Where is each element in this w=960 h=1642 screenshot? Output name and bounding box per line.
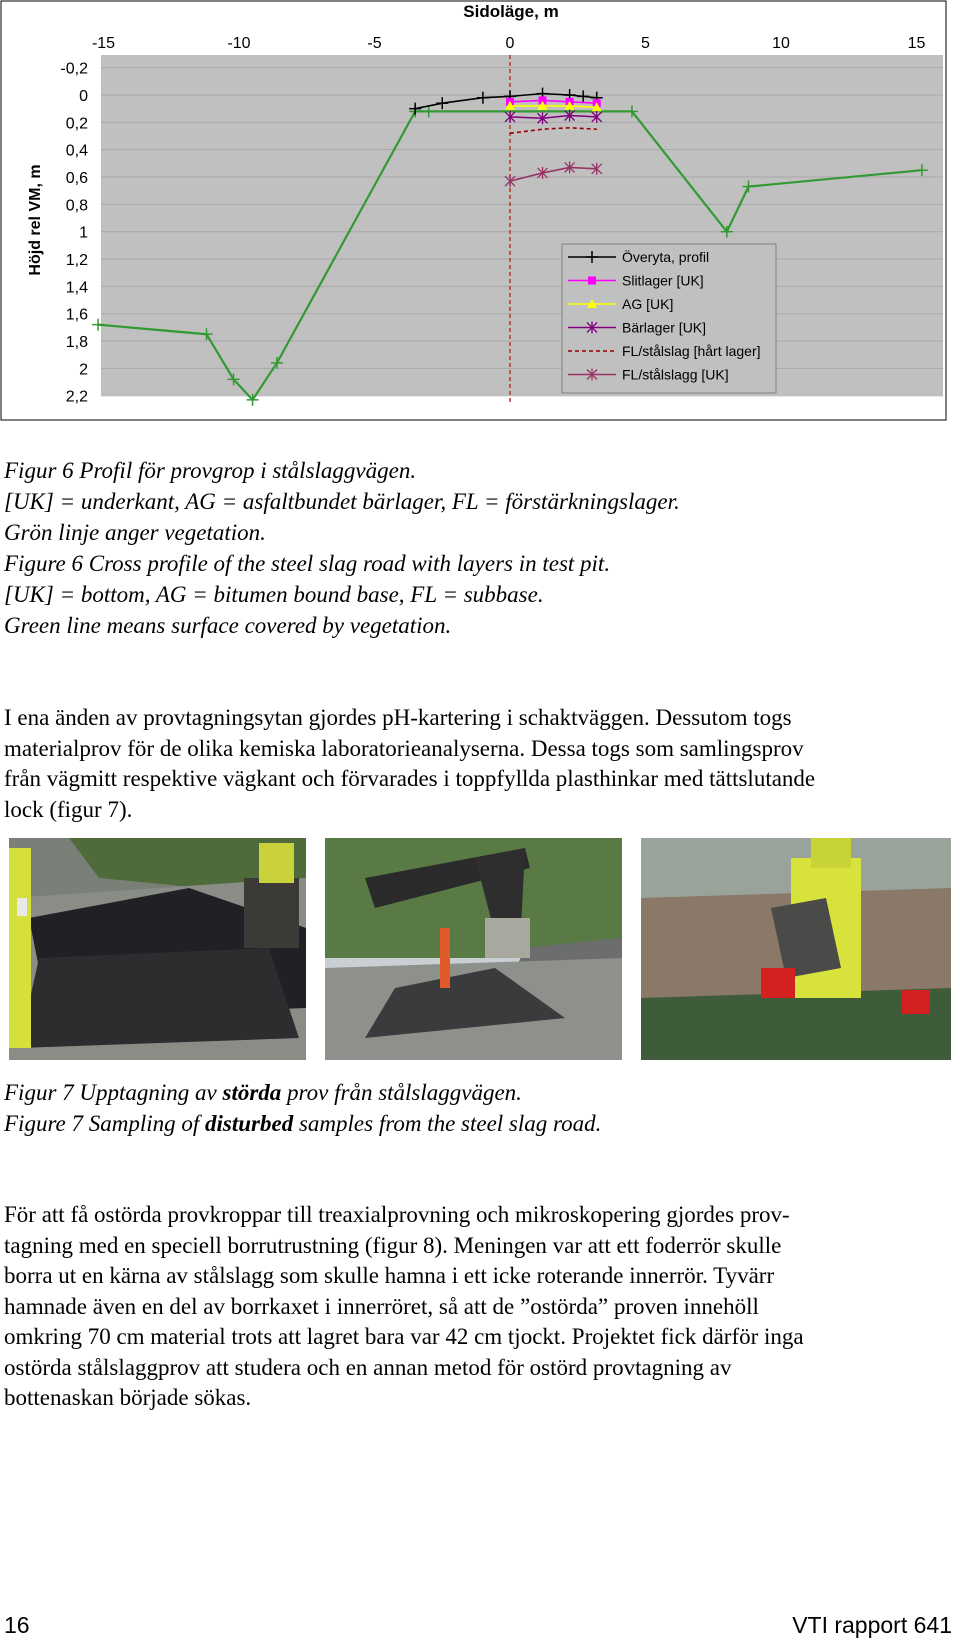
para2-line-3: borra ut en kärna av stålslagg som skulle hamna i ett icke roterande innerrör. Tyvärr [4,1263,775,1288]
chart-title: Sidoläge, m [463,2,559,21]
caption7-en-bold: disturbed [205,1111,294,1136]
figure-7-caption [4,1077,954,1139]
photo-excavator [325,838,622,1060]
y-tick-label: 0,8 [65,197,88,215]
page-number: 16 [4,1612,30,1638]
y-tick-label: 1,6 [65,306,88,324]
figure-6-caption [4,455,954,641]
caption7-en-suffix: samples from the steel slag road. [293,1111,602,1136]
caption6-line-1: Figur 6 Profil för provgrop i stålslaggvägen. [4,458,417,483]
x-tick-label: 0 [505,35,515,52]
x-tick-label: 5 [641,35,650,52]
y-tick-label: 0,2 [65,115,88,133]
y-tick-label: 2,2 [65,388,88,406]
para2-line-1: För att få ostörda provkroppar till treaxialprovning och mikroskopering gjordes prov- [4,1202,790,1227]
y-tick-label: 1 [79,224,88,242]
para2-line-6: ostörda stålslaggprov att studera och en annan metod för ostörd provtagning av [4,1354,732,1380]
caption7-sv-bold: störda [222,1080,282,1105]
legend-label: FL/stålslag [hårt lager] [622,343,761,359]
legend-label: Slitlager [UK] [622,272,704,289]
x-tick-label: -15 [91,35,116,52]
y-tick-label: 0,4 [65,142,88,160]
y-tick-label: 1,8 [65,334,88,352]
x-tick-label: -10 [227,35,251,52]
paragraph-undisturbed-sampling [4,1200,954,1414]
para1-line-4: lock (figur 7). [4,796,133,822]
photo-bucket-sampling [641,838,951,1060]
legend-label: AG [UK] [622,296,674,312]
y-tick-label: 0 [79,88,88,105]
report-name: VTI rapport 641 [792,1612,952,1638]
para2-line-5: omkring 70 cm material trots att lagret bara var 42 cm tjockt. Projektet fick därför inga [4,1324,804,1349]
para2-line-7: bottenaskan började sökas. [4,1385,252,1410]
caption7-swedish [4,1077,954,1108]
y-tick-label: 1,2 [65,252,88,270]
caption6-line-5: [UK] = bottom, AG = bitumen bound base, FL = subbase. [4,582,544,607]
legend-label: Bärlager [UK] [622,319,707,336]
caption6-line-2: [UK] = underkant, AG = asfaltbundet bärlager, FL = förstärkningslager. [4,489,680,514]
legend-item [568,367,729,383]
para1-line-1: I ena änden av provtagningsytan gjordes pH-kartering i schaktväggen. Dessutom togs [4,705,792,730]
photo-excavated-trench [9,838,306,1060]
legend-label: FL/stålslagg [UK] [622,366,729,383]
para2-line-2: tagning med en speciell borrutrustning (figur 8). Meningen var att ett foderrör skulle [4,1232,782,1258]
caption7-en-prefix: Figure 7 Sampling of [4,1111,206,1136]
y-axis-label: Höjd rel VM, m [27,164,44,276]
para1-line-3: från vägmitt respektive vägkant och förvarades i toppfyllda plasthinkar med tättslutande [4,766,816,791]
cross-profile-chart [0,0,960,425]
legend [562,244,776,393]
paragraph-sampling [4,703,954,825]
x-tick-label: 10 [772,35,790,52]
caption7-sv-prefix: Figur 7 Upptagning av [4,1080,223,1105]
para2-line-4: hamnade även en del av borrkaxet i innerröret, så att de ”ostörda” proven innehöll [4,1293,759,1319]
x-tick-label: -5 [367,35,382,52]
caption7-english [4,1108,954,1139]
caption6-line-3: Grön linje anger vegetation. [4,520,266,545]
caption6-line-6: Green line means surface covered by vegetation. [4,613,452,638]
caption6-line-4: Figure 6 Cross profile of the steel slag road with layers in test pit. [4,551,611,576]
y-tick-label: 2 [79,361,88,379]
caption7-sv-suffix: prov från stålslaggvägen. [281,1080,522,1105]
y-tick-label: 0,6 [65,170,88,188]
y-tick-label: 1,4 [65,279,88,297]
para1-line-2: materialprov för de olika kemiska laboratorieanalyserna. Dessa togs som samlingsprov [4,735,804,761]
legend-label: Överyta, profil [622,249,710,265]
x-tick-label: 15 [907,35,926,52]
y-tick-label: -0,2 [60,60,88,78]
data-point [588,277,596,285]
